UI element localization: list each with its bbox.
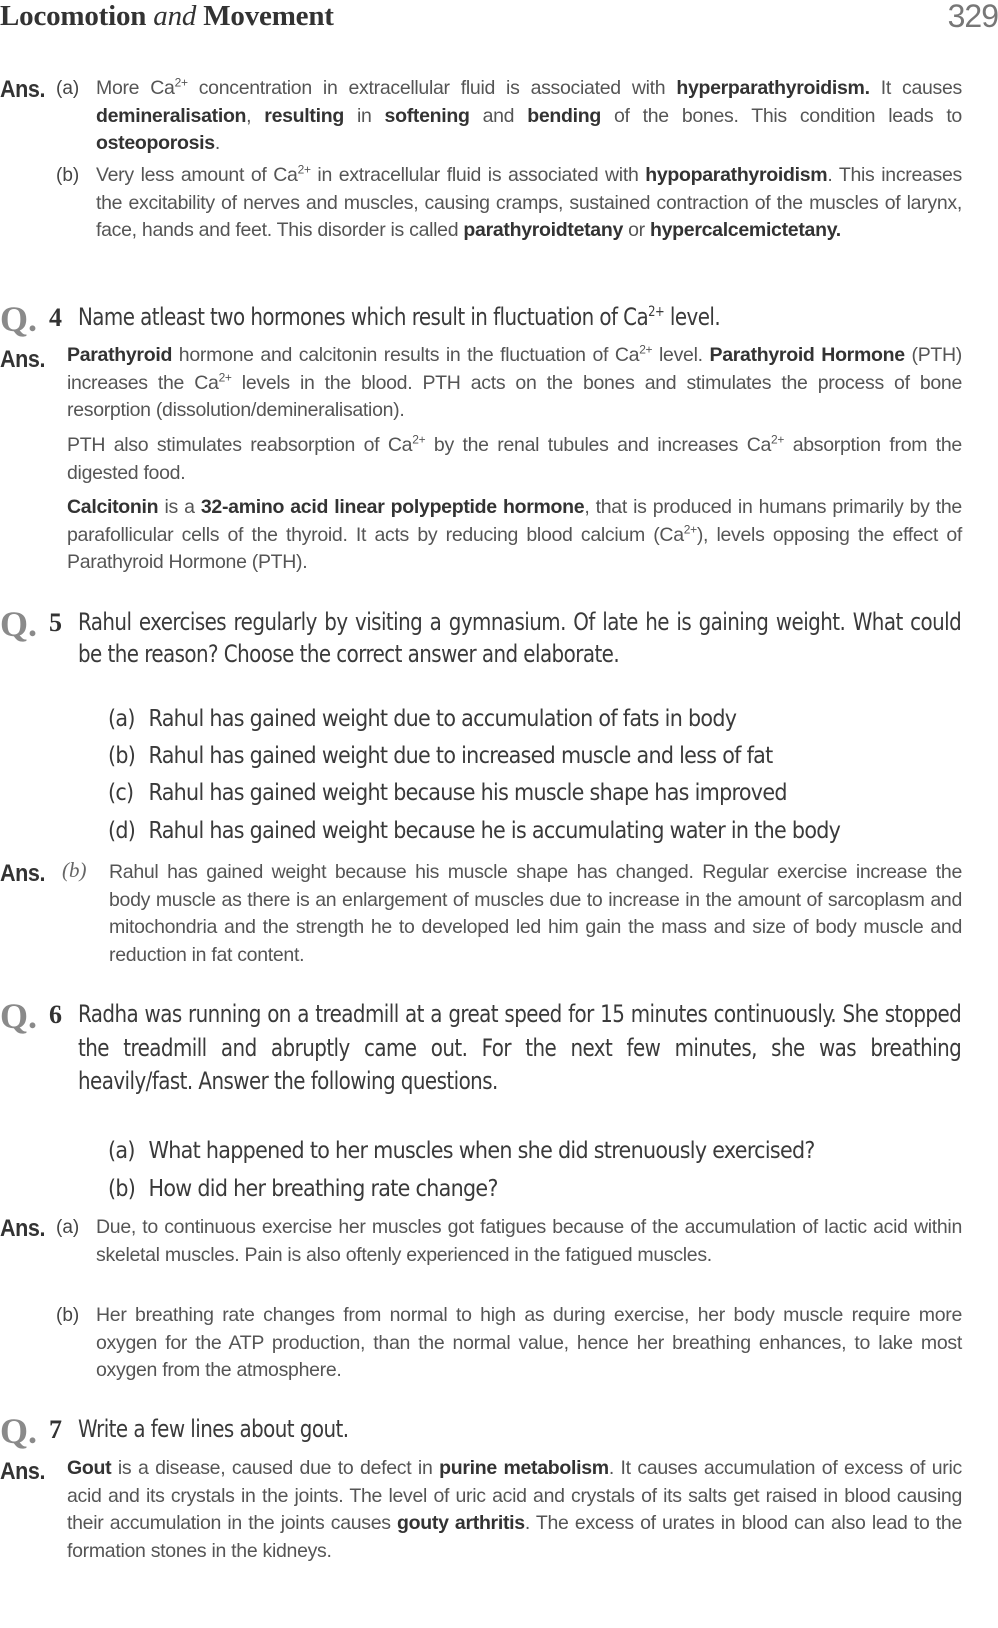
- option-text: How did her breathing rate change?: [148, 1174, 498, 1202]
- answer-part-a-text: Due, to continuous exercise her muscles got fatigues because of the accumulation of lactic acid within skeletal muscles. Pain is also oftenly experienced in the fatigued muscles.: [96, 1216, 962, 1266]
- option-c: [108, 778, 787, 806]
- option-a: [108, 1136, 815, 1164]
- option-d: [108, 816, 840, 844]
- answer-part-b-text: Her breathing rate changes from normal to high as during exercise, her body muscle require more oxygen for the ATP production, than the normal value, hence her breathing enhances, to lake most oxygen from the atmosphere.: [96, 1304, 962, 1381]
- answer-label: Ans.: [0, 1458, 46, 1485]
- chapter-title-word-3: Movement: [203, 0, 334, 32]
- answer-label: Ans.: [0, 1215, 46, 1242]
- answer-label: Ans.: [0, 76, 46, 103]
- question-number: 6: [49, 1000, 62, 1029]
- answer-label: Ans.: [0, 346, 46, 373]
- answer-text: Rahul has gained weight because his muscle shape has changed. Regular exercise increase the body muscle as there is an enlargement of muscles due to increase in the amount of sarcoplasm and mitochondria and the strength he to developed led him gain the mass and size of body muscle and reduction in fat content.: [109, 861, 962, 966]
- answer-paragraph: Parathyroid hormone and calcitonin results in the fluctuation of $Ca^{2+}$ level. Parathyroid Hormone (PTH) increases the $Ca^{2+}$ levels in the blood. PTH acts on the bones and stimulates the process of bone resorption (dissolution/demineralisation).: [67, 342, 963, 421]
- chapter-title-word-1: Locomotion: [0, 0, 147, 32]
- page-header: [0, 0, 998, 40]
- question-number: 5: [49, 608, 62, 637]
- answer-part-label: (b): [56, 165, 80, 186]
- answer-part-label: (b): [56, 1305, 80, 1326]
- question-number: 7: [49, 1415, 62, 1444]
- answer-paragraph: Calcitonin is a 32-amino acid linear polypeptide hormone, that is produced in humans primarily by the parafollicular cells of the thyroid. It acts by reducing blood calcium $(Ca^{2+})$, levels opposing the effect of Parathyroid Hormone (PTH).: [67, 496, 962, 573]
- question-mark-icon: Q.: [0, 1411, 38, 1451]
- option-a: [108, 704, 736, 732]
- question-text: Name atleast two hormones which result in fluctuation of $Ca^{2+}$ level.: [78, 303, 721, 331]
- option-label: (b): [108, 741, 136, 769]
- option-text: Rahul has gained weight because he is accumulating water in the body: [148, 816, 841, 844]
- option-label: (d): [108, 816, 136, 844]
- question-text: Radha was running on a treadmill at a great speed for 15 minutes continuously. She stopped the treadmill and abruptly came out. For the next few minutes, she was breathing heavily/fast. Answer the following questions.: [78, 1000, 962, 1095]
- answer-part-label: (a): [56, 78, 80, 99]
- question-mark-icon: Q.: [0, 604, 38, 644]
- question-mark-icon: Q.: [0, 299, 38, 339]
- question-number: 4: [49, 303, 62, 332]
- question-text: Write a few lines about gout.: [78, 1415, 349, 1443]
- option-text: Rahul has gained weight due to accumulation of fats in body: [148, 704, 737, 732]
- option-text: What happened to her muscles when she did strenuously exercised?: [148, 1136, 815, 1164]
- answer-part-b-text: Very less amount of $Ca^{2+}$ in extracellular fluid is associated with hypoparathyroidism. This increases the excitability of nerves and muscles, causing cramps, sustained contraction of the muscles of larynx, face, hands and feet. This disorder is called parathyroidtetany or hypercalcemictetany.: [96, 162, 962, 241]
- option-label: (a): [108, 704, 135, 732]
- answer-paragraph: PTH also stimulates reabsorption of $Ca^{2+}$ by the renal tubules and increases $Ca^{2+}$ absorption from the digested food.: [67, 432, 962, 484]
- chapter-title-word-2: and: [153, 0, 197, 32]
- answer-label: Ans.: [0, 860, 46, 887]
- option-text: Rahul has gained weight due to increased muscle and less of fat: [148, 741, 773, 769]
- option-label: (c): [108, 778, 134, 806]
- question-text: Rahul exercises regularly by visiting a gymnasium. Of late he is gaining weight. What could be the reason? Choose the correct answer and elaborate.: [78, 608, 962, 668]
- answer-part-label: (a): [56, 1217, 80, 1238]
- option-label: (a): [108, 1136, 135, 1164]
- option-b: [108, 741, 773, 769]
- page-number: 329: [947, 0, 998, 34]
- question-mark-icon: Q.: [0, 996, 38, 1036]
- option-label: (b): [108, 1174, 136, 1202]
- answer-part-a-text: More $Ca^{2+}$ concentration in extracellular fluid is associated with hyperparathyroidism. It causes demineralisation, resulting in softening and bending of the bones. This condition leads to osteoporosis.: [96, 75, 962, 154]
- answer-choice: (b): [62, 858, 87, 882]
- option-text: Rahul has gained weight because his muscle shape has improved: [148, 778, 787, 806]
- chapter-title: [0, 0, 334, 33]
- option-b: [108, 1174, 498, 1202]
- answer-text: Gout is a disease, caused due to defect in purine metabolism. It causes accumulation of excess of uric acid and its crystals in the joints. The level of uric acid and crystals of its salts get raised in blood causing their accumulation in the joints causes gouty arthritis. The excess of urates in blood can also lead to the formation stones in the kidneys.: [67, 1457, 963, 1562]
